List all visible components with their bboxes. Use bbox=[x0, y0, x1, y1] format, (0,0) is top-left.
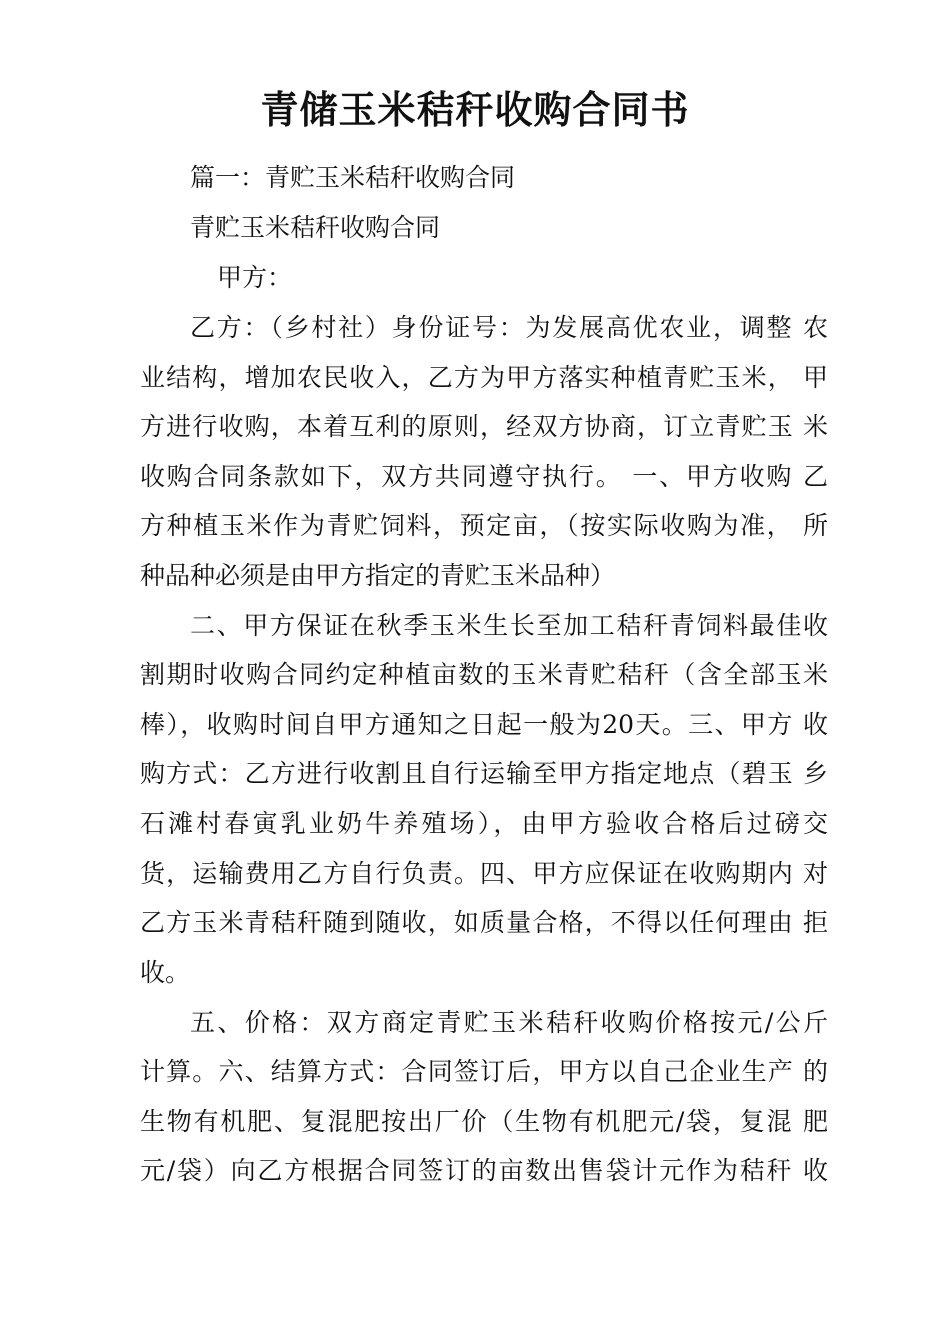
paragraph-line: 方种植玉米作为青贮饲料，预定亩，（按实际收购为准， 所 bbox=[140, 511, 828, 540]
paragraph-line: 货，运输费用乙方自行负责。四、甲方应保证在收购期内 对 bbox=[140, 859, 828, 888]
paragraph-line: 乙方：（乡村社）身份证号：为发展高优农业，调整 农 bbox=[190, 313, 828, 342]
paragraph-line: 棒），收购时间自甲方通知之日起一般为20天。三、甲方 收 bbox=[140, 710, 828, 739]
paragraph-line: 二、甲方保证在秋季玉米生长至加工秸秆青饲料最佳收 bbox=[190, 611, 828, 640]
party-a-line: 甲方： bbox=[217, 263, 293, 292]
paragraph-line: 割期时收购合同约定种植亩数的玉米青贮秸秆（含全部玉米 bbox=[140, 660, 828, 689]
paragraph-line: 收购合同条款如下，双方共同遵守执行。 一、甲方收购 乙 bbox=[140, 462, 828, 491]
paragraph-line: 购方式：乙方进行收割且自行运输至甲方指定地点（碧玉 乡 bbox=[140, 759, 828, 788]
paragraph-line: 乙方玉米青秸秆随到随收，如质量合格，不得以任何理由 拒 bbox=[140, 908, 828, 937]
paragraph-line: 元/袋）向乙方根据合同签订的亩数出售袋计元作为秸秆 收 bbox=[140, 1156, 828, 1185]
document-title: 青储玉米秸秆收购合同书 bbox=[260, 88, 690, 132]
contract-subtitle: 青贮玉米秸秆收购合同 bbox=[190, 213, 441, 242]
section-heading: 篇一：青贮玉米秸秆收购合同 bbox=[190, 163, 516, 192]
paragraph-line: 生物有机肥、复混肥按出厂价（生物有机肥元/袋，复混 肥 bbox=[140, 1107, 828, 1136]
paragraph-line: 五、价格：双方商定青贮玉米秸秆收购价格按元/公斤 bbox=[190, 1008, 828, 1037]
paragraph-line: 收。 bbox=[140, 958, 191, 987]
paragraph-line: 种品种必须是由甲方指定的青贮玉米品种） bbox=[140, 561, 616, 590]
paragraph-line: 计算。六、结算方式：合同签订后，甲方以自己企业生产 的 bbox=[140, 1057, 828, 1086]
paragraph-line: 业结构，增加农民收入，乙方为甲方落实种植青贮玉米， 甲 bbox=[140, 363, 828, 392]
paragraph-line: 石滩村春寅乳业奶牛养殖场），由甲方验收合格后过磅交 bbox=[140, 809, 828, 838]
paragraph-line: 方进行收购，本着互利的原则，经双方协商，订立青贮玉 米 bbox=[140, 412, 828, 441]
